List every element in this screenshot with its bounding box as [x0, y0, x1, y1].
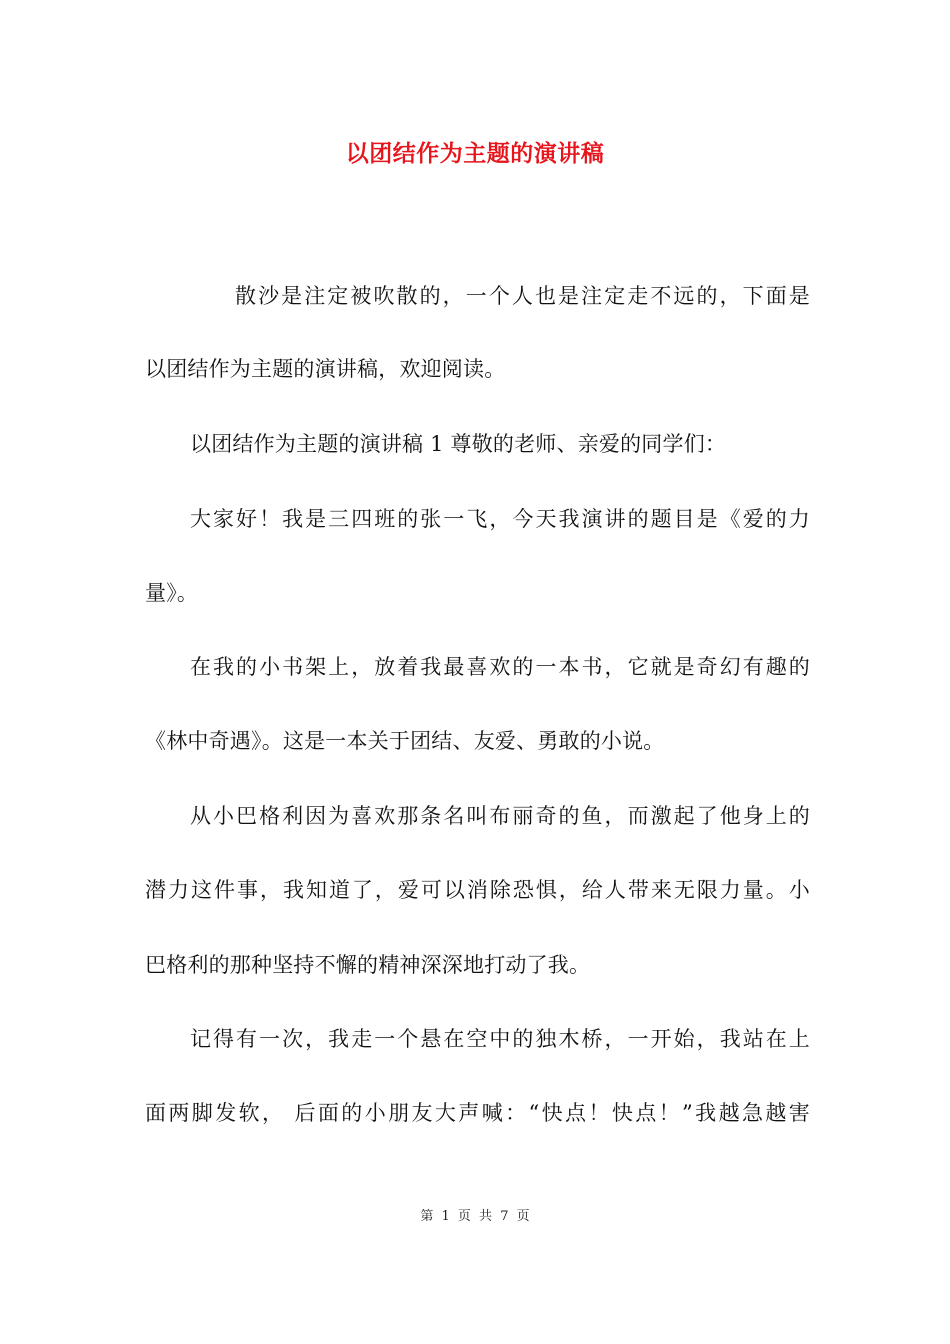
body-line-7: 《林中奇遇》。这是一本关于团结、友爱、勇敢的小说。: [145, 729, 665, 753]
body-line-11: 记得有一次，我走一个悬在空中的独木桥，一开始，我站在上: [190, 1027, 810, 1051]
body-line-12: 面两脚发软， 后面的小朋友大声喊：“快点！快点！”我越急越害: [145, 1101, 810, 1125]
page-footer: 第 1 页 共 7 页: [420, 1209, 530, 1224]
body-line-2: 以团结作为主题的演讲稿，欢迎阅读。: [145, 357, 506, 381]
body-line-8: 从小巴格利因为喜欢那条名叫布丽奇的鱼，而激起了他身上的: [190, 804, 810, 828]
body-line-1: 散沙是注定被吹散的，一个人也是注定走不远的，下面是: [235, 284, 810, 308]
body-line-10: 巴格利的那种坚持不懈的精神深深地打动了我。: [145, 953, 591, 977]
body-line-6: 在我的小书架上，放着我最喜欢的一本书，它就是奇幻有趣的: [190, 655, 810, 679]
document-title: 以团结作为主题的演讲稿: [345, 140, 605, 167]
body-line-4: 大家好！我是三四班的张一飞，今天我演讲的题目是《爱的力: [190, 507, 810, 531]
body-line-9: 潜力这件事，我知道了，爱可以消除恐惧，给人带来无限力量。小: [145, 878, 810, 902]
body-line-5: 量》。: [145, 581, 199, 605]
body-line-3: 以团结作为主题的演讲稿 1 尊敬的老师、亲爱的同学们：: [190, 432, 727, 456]
